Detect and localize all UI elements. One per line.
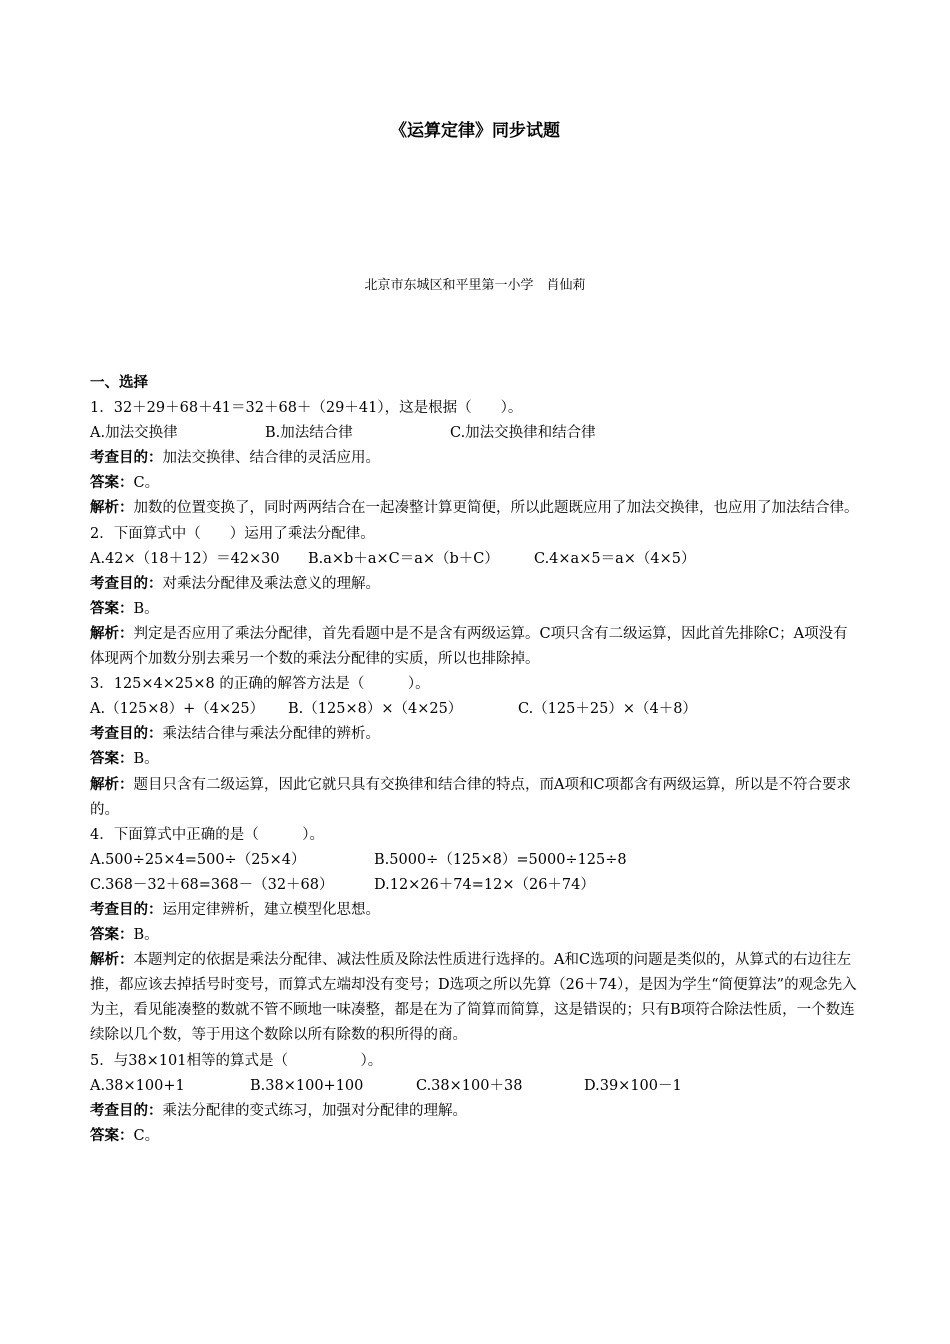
answer-label: 答案： — [90, 600, 134, 617]
section-heading: 一、选择 — [90, 375, 148, 391]
answer-label: 答案： — [90, 1127, 134, 1144]
option-c: C.38×100＋38 — [416, 1077, 523, 1094]
question-4-options-row2 — [90, 873, 860, 898]
answer-label: 答案： — [90, 751, 134, 768]
option-c: C.368－32＋68=368－（32＋68） — [90, 876, 334, 893]
question-4-stem: 4．下面算式中正确的是（ ）。 — [90, 826, 324, 843]
analysis-label: 解析： — [90, 776, 134, 793]
question-2-analysis: 解析：判定是否应用了乘法分配律，首先看题中是不是含有两级运算。C项只含有二级运算，因此首先排除C；A项没有体现两个加数分别去乘另一个数的乘法分配律的实质，所以也排除掉。 — [90, 625, 848, 668]
option-b: B.加法结合律 — [265, 425, 353, 442]
question-3-stem: 3．125×4×25×8 的正确的解答方法是（ ）。 — [90, 676, 430, 693]
option-a: A.42×（18＋12）＝42×30 — [90, 550, 280, 567]
option-b: B.（125×8）×（4×25） — [288, 701, 463, 718]
analysis-label: 解析： — [90, 625, 134, 642]
document-title: 《运算定律》同步试题 — [390, 121, 560, 141]
question-4-answer: 答案：B。 — [90, 927, 159, 944]
question-3-purpose: 考查目的：乘法结合律与乘法分配律的辨析。 — [90, 726, 380, 743]
question-1-analysis: 解析：加数的位置变换了，同时两两结合在一起凑整计算更简便，所以此题既应用了加法交换律，也应用了加法结合律。 — [90, 500, 859, 517]
question-5-answer: 答案：C。 — [90, 1127, 160, 1144]
question-5-purpose: 考查目的：乘法分配律的变式练习，加强对分配律的理解。 — [90, 1102, 467, 1119]
question-3-analysis: 解析：题目只含有二级运算，因此它就只具有交换律和结合律的特点，而A项和C项都含有两级运算，所以是不符合要求的。 — [90, 776, 852, 818]
option-d: D.12×26＋74=12×（26＋74） — [374, 876, 595, 893]
option-b: B.5000÷（125×8）=5000÷125÷8 — [374, 851, 627, 868]
question-2-purpose: 考查目的：对乘法分配律及乘法意义的理解。 — [90, 575, 380, 592]
question-5-options — [90, 1074, 860, 1099]
analysis-label: 解析： — [90, 500, 134, 517]
question-4-analysis: 解析：本题判定的依据是乘法分配律、减法性质及除法性质进行选择的。A和C选项的问题是类似的，从算式的右边往左推，都应该去掉括号时变号，而算式左端却没有变号；D选项之所以先算（26＋74），是因为学生“简便算法”的观念先入为主，看见能凑整的数就不管不顾地一味凑整，都是在为了简算而简算，这是错误的；只有B项符合除法性质，一个数连续除以几个数，等于用这个数除以所有除数的积所得的商。 — [90, 952, 857, 1044]
purpose-label: 考查目的： — [90, 726, 163, 743]
option-c: C.4×a×5＝a×（4×5） — [534, 550, 696, 567]
question-4-purpose: 考查目的：运用定律辨析，建立模型化思想。 — [90, 901, 380, 918]
option-d: D.39×100－1 — [584, 1077, 682, 1094]
question-1-stem: 1．32＋29＋68＋41＝32＋68＋（29＋41），这是根据（ ）。 — [90, 400, 523, 417]
purpose-label: 考查目的： — [90, 450, 163, 467]
option-a: A.38×100+1 — [90, 1077, 185, 1094]
question-3-options — [90, 697, 860, 722]
question-3-answer: 答案：B。 — [90, 751, 159, 768]
option-c: C.（125＋25）×（4＋8） — [518, 701, 697, 718]
author-line: 北京市东城区和平里第一小学 肖仙莉 — [364, 278, 586, 293]
option-c: C.加法交换律和结合律 — [450, 425, 596, 442]
document-body — [90, 371, 860, 1149]
option-a: A.加法交换律 — [90, 425, 178, 442]
answer-label: 答案： — [90, 475, 134, 492]
purpose-label: 考查目的： — [90, 575, 163, 592]
question-2-options — [90, 547, 860, 572]
question-1-options — [90, 421, 860, 446]
option-b: B.a×b＋a×C＝a×（b＋C） — [308, 550, 499, 567]
option-b: B.38×100+100 — [250, 1077, 364, 1094]
purpose-label: 考查目的： — [90, 901, 163, 918]
option-a: A.500÷25×4=500÷（25×4） — [90, 851, 306, 868]
question-4-options-row1 — [90, 848, 860, 873]
option-a: A.（125×8）+（4×25） — [90, 701, 265, 718]
purpose-label: 考查目的： — [90, 1102, 163, 1119]
question-5-stem: 5．与38×101相等的算式是（ ）。 — [90, 1052, 383, 1069]
question-2-answer: 答案：B。 — [90, 600, 159, 617]
analysis-label: 解析： — [90, 952, 134, 969]
question-1-purpose: 考查目的：加法交换律、结合律的灵活应用。 — [90, 450, 380, 467]
question-1-answer: 答案：C。 — [90, 475, 160, 492]
question-2-stem: 2．下面算式中（ ）运用了乘法分配律。 — [90, 525, 375, 542]
answer-label: 答案： — [90, 927, 134, 944]
